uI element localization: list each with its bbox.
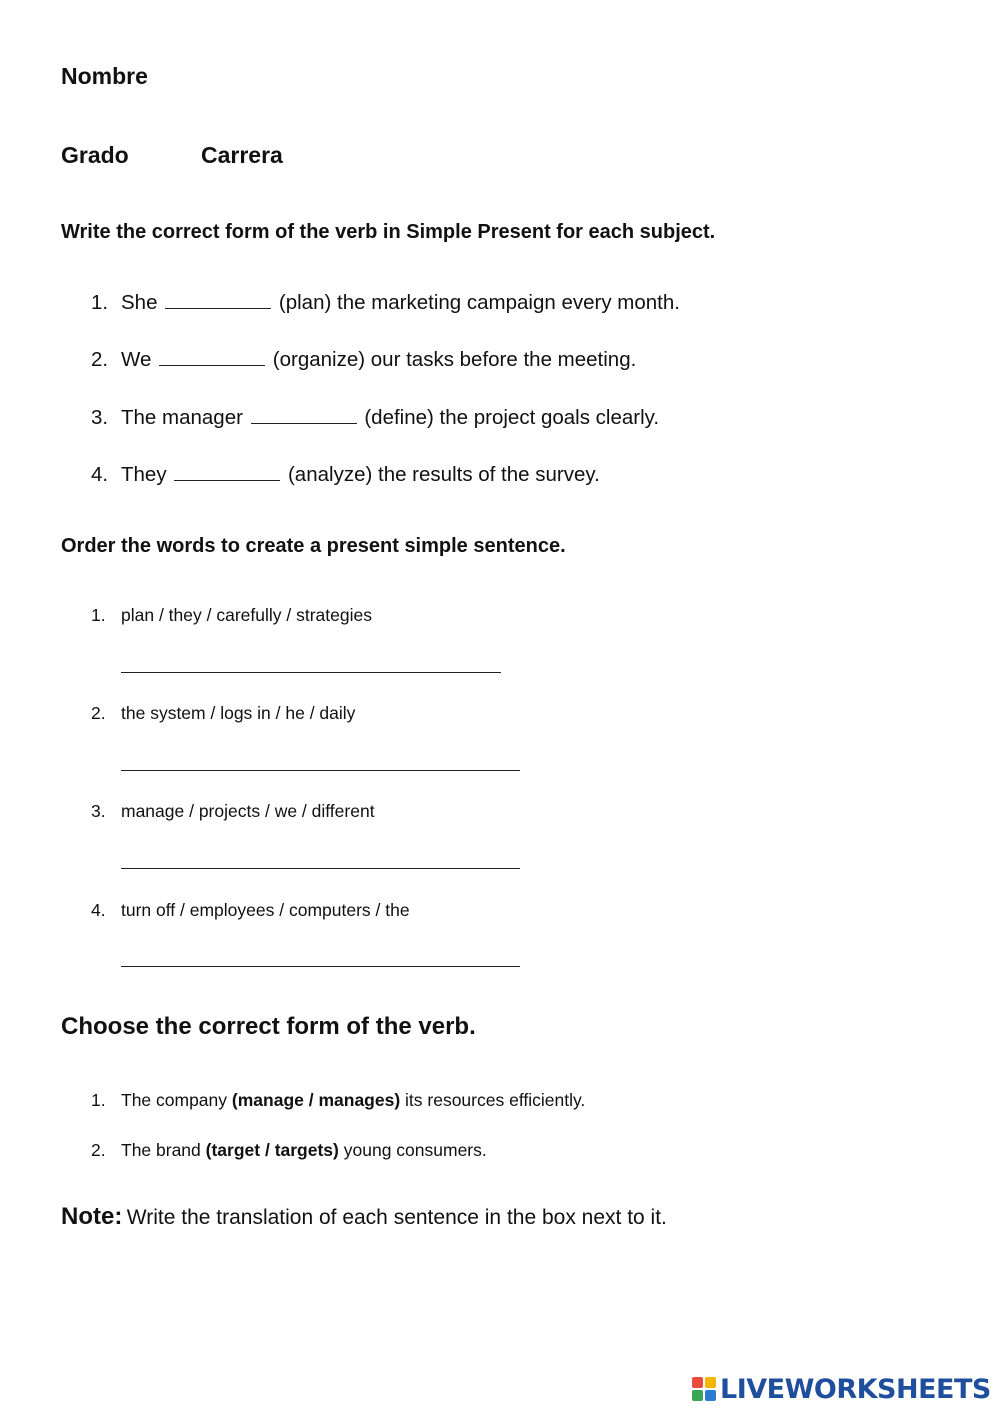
note-text: Write the translation of each sentence in the box next to it.	[126, 1206, 667, 1229]
list-item: 2. the system / logs in / he / daily	[91, 703, 356, 723]
grade-label: Grado	[61, 142, 129, 168]
list-item: 4. turn off / employees / computers / the	[91, 900, 410, 920]
verb-options[interactable]: (target / targets)	[205, 1140, 339, 1160]
answer-line-input[interactable]	[121, 868, 520, 869]
name-label: Nombre	[61, 63, 148, 89]
answer-line-input[interactable]	[121, 770, 520, 771]
list-item: 1. She (plan) the marketing campaign every month.	[91, 291, 680, 314]
section1-title: Write the correct form of the verb in Simple Present for each subject.	[61, 221, 716, 243]
liveworksheets-logo	[692, 1372, 991, 1406]
list-item: 2. We (organize) our tasks before the meeting.	[91, 348, 637, 371]
list-item: 3. manage / projects / we / different	[91, 801, 375, 821]
list-item: 1. plan / they / carefully / strategies	[91, 605, 372, 625]
list-item: 2. The brand (target / targets) young consumers.	[91, 1140, 487, 1160]
career-label: Carrera	[201, 142, 283, 168]
list-item: 4. They (analyze) the results of the survey.	[91, 463, 600, 486]
list-item: 1. The company (manage / manages) its resources efficiently.	[91, 1090, 586, 1110]
list-item: 3. The manager (define) the project goals clearly.	[91, 406, 660, 429]
note	[61, 1203, 667, 1231]
blank-input[interactable]	[165, 307, 271, 309]
logo-text: LIVEWORKSHEETS	[720, 1373, 991, 1405]
answer-line-input[interactable]	[121, 672, 501, 673]
section3-title: Choose the correct form of the verb.	[61, 1013, 476, 1040]
logo-mark-icon	[692, 1377, 716, 1401]
section2-title: Order the words to create a present simple sentence.	[61, 535, 566, 557]
blank-input[interactable]	[174, 479, 280, 481]
blank-input[interactable]	[251, 422, 357, 424]
verb-options[interactable]: (manage / manages)	[231, 1090, 401, 1110]
answer-line-input[interactable]	[121, 966, 520, 967]
note-label: Note:	[61, 1203, 123, 1230]
blank-input[interactable]	[159, 364, 265, 366]
